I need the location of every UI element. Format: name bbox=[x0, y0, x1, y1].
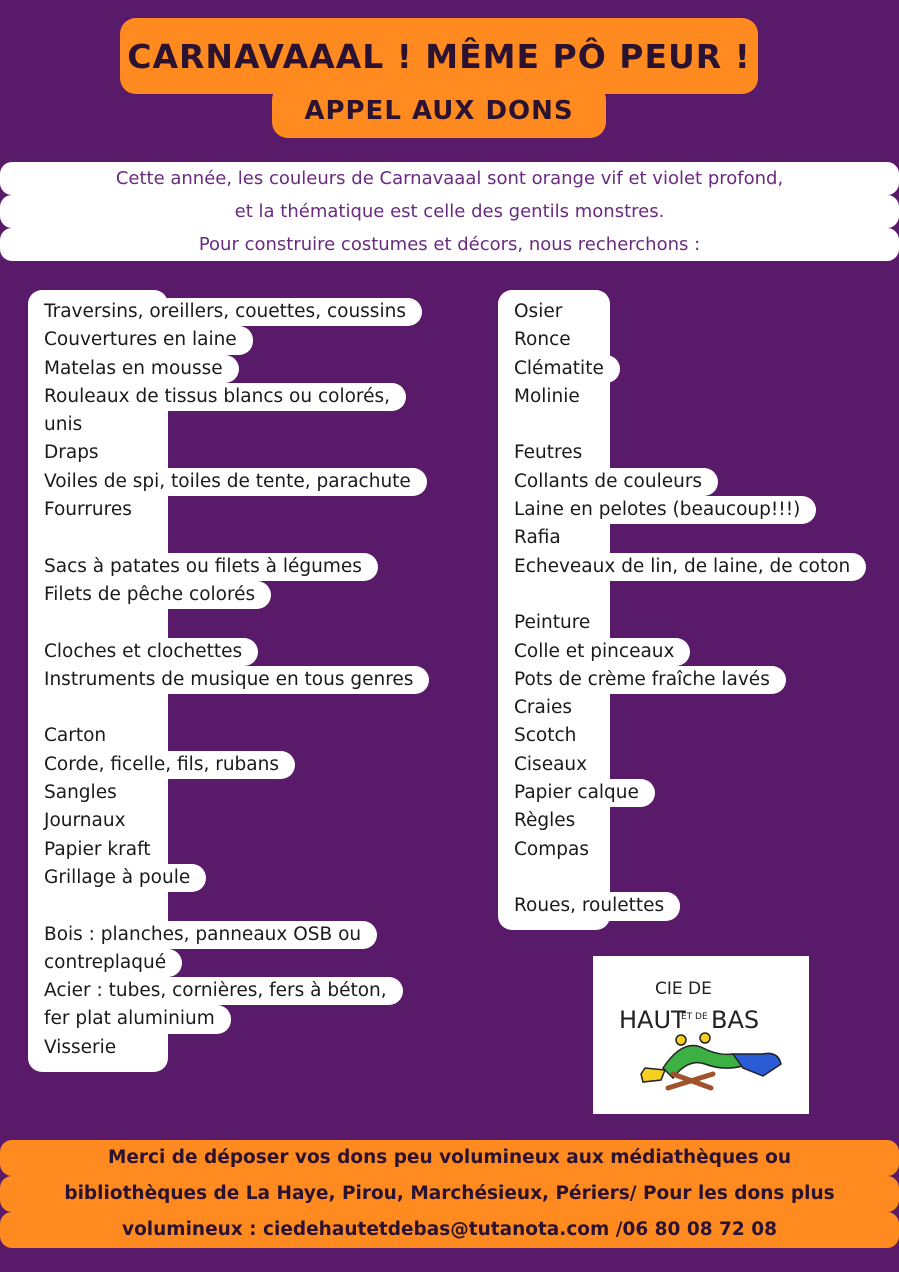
list-item bbox=[498, 383, 866, 411]
list-item-label: Craies bbox=[498, 694, 588, 722]
list-item-label: Matelas en mousse bbox=[28, 355, 239, 383]
list-item-label: Acier : tubes, cornières, fers à béton, bbox=[28, 977, 403, 1005]
list-item bbox=[498, 298, 866, 326]
list-item bbox=[28, 977, 429, 1005]
list-item bbox=[28, 1005, 429, 1033]
list-item-label: Règles bbox=[498, 807, 591, 835]
intro-line: Cette année, les couleurs de Carnavaaal sont orange vif et violet profond, bbox=[0, 162, 899, 195]
list-item bbox=[28, 807, 429, 835]
list-item-label: Molinie bbox=[498, 383, 596, 411]
footer-line: Merci de déposer vos dons peu volumineux aux médiathèques ou bbox=[0, 1140, 899, 1176]
list-item bbox=[498, 326, 866, 354]
list-item bbox=[28, 581, 429, 609]
list-item-label: Cloches et clochettes bbox=[28, 638, 258, 666]
list-item-label: Ronce bbox=[498, 326, 587, 354]
list-item bbox=[498, 581, 866, 609]
list-item-label: Colle et pinceaux bbox=[498, 638, 690, 666]
list-item-label: Rafia bbox=[498, 524, 577, 552]
list-item-label: Journaux bbox=[28, 807, 142, 835]
list-item bbox=[498, 892, 866, 920]
list-item-label: Couvertures en laine bbox=[28, 326, 253, 354]
list-item-label: Compas bbox=[498, 836, 605, 864]
list-item-label: Papier kraft bbox=[28, 836, 167, 864]
list-item-label: Sangles bbox=[28, 779, 133, 807]
list-item bbox=[28, 638, 429, 666]
logo-text-bas: BAS bbox=[711, 1006, 760, 1034]
list-item-label: Voiles de spi, toiles de tente, parachute bbox=[28, 468, 427, 496]
list-item bbox=[498, 779, 866, 807]
list-item-label: Corde, ficelle, fils, rubans bbox=[28, 751, 295, 779]
list-item-label: Visserie bbox=[28, 1034, 132, 1062]
list-item-label: contreplaqué bbox=[28, 949, 182, 977]
list-item bbox=[498, 609, 866, 637]
list-item-label: Fourrures bbox=[28, 496, 148, 524]
list-item bbox=[28, 609, 429, 637]
list-item bbox=[498, 836, 866, 864]
footer-line: bibliothèques de La Haye, Pirou, Marchésieux, Périers/ Pour les dons plus bbox=[0, 1176, 899, 1212]
list-item bbox=[498, 638, 866, 666]
list-item-label: Collants de couleurs bbox=[498, 468, 718, 496]
footer-line: volumineux : ciedehautetdebas@tutanota.com /06 80 08 72 08 bbox=[0, 1212, 899, 1248]
list-item bbox=[498, 751, 866, 779]
list-item-label: Traversins, oreillers, couettes, coussins bbox=[28, 298, 422, 326]
list-item bbox=[28, 722, 429, 750]
list-item bbox=[498, 666, 866, 694]
list-item-label: Papier calque bbox=[498, 779, 655, 807]
company-logo bbox=[593, 956, 809, 1114]
list-item bbox=[28, 326, 429, 354]
list-item-label: Rouleaux de tissus blancs ou colorés, bbox=[28, 383, 406, 411]
intro-text bbox=[0, 162, 899, 261]
list-item bbox=[28, 694, 429, 722]
poster-subtitle: APPEL AUX DONS bbox=[272, 84, 606, 138]
list-item-label: Echeveaux de lin, de laine, de coton bbox=[498, 553, 866, 581]
list-item bbox=[28, 836, 429, 864]
list-item bbox=[498, 355, 866, 383]
list-item bbox=[28, 666, 429, 694]
list-item bbox=[28, 1034, 429, 1062]
list-item-label: fer plat aluminium bbox=[28, 1005, 231, 1033]
list-item-label: Roues, roulettes bbox=[498, 892, 680, 920]
list-item bbox=[498, 864, 866, 892]
list-item bbox=[498, 807, 866, 835]
left-donation-list bbox=[28, 298, 429, 1062]
list-item-label: Draps bbox=[28, 439, 115, 467]
list-item-label: Peinture bbox=[498, 609, 606, 637]
list-item-label: Grillage à poule bbox=[28, 864, 206, 892]
list-item-label: Clématite bbox=[498, 355, 620, 383]
list-item bbox=[28, 949, 429, 977]
list-item-label: Carton bbox=[28, 722, 122, 750]
footer-info bbox=[0, 1140, 899, 1248]
list-item-label: Feutres bbox=[498, 439, 598, 467]
list-item-label: Osier bbox=[498, 298, 578, 326]
list-item-label: Pots de crème fraîche lavés bbox=[498, 666, 786, 694]
list-item-label: Laine en pelotes (beaucoup!!!) bbox=[498, 496, 816, 524]
list-item bbox=[28, 439, 429, 467]
list-item bbox=[498, 468, 866, 496]
list-item-label: unis bbox=[28, 411, 98, 439]
list-item-label: Ciseaux bbox=[498, 751, 603, 779]
list-item bbox=[28, 892, 429, 920]
list-item bbox=[28, 524, 429, 552]
list-item bbox=[28, 411, 429, 439]
logo-text-top: CIE DE bbox=[655, 979, 712, 999]
list-item bbox=[498, 411, 866, 439]
list-item bbox=[498, 496, 866, 524]
list-item bbox=[498, 524, 866, 552]
poster-title: CARNAVAAAL ! MÊME PÔ PEUR ! bbox=[120, 18, 758, 94]
list-item bbox=[28, 864, 429, 892]
list-item bbox=[28, 751, 429, 779]
list-item bbox=[498, 694, 866, 722]
list-item bbox=[28, 553, 429, 581]
list-item bbox=[28, 779, 429, 807]
list-item-label: Filets de pêche colorés bbox=[28, 581, 271, 609]
list-item-label: Bois : planches, panneaux OSB ou bbox=[28, 921, 377, 949]
list-item bbox=[28, 468, 429, 496]
intro-line: Pour construire costumes et décors, nous recherchons : bbox=[0, 228, 899, 261]
list-item-label: Sacs à patates ou filets à légumes bbox=[28, 553, 378, 581]
list-item-label: Instruments de musique en tous genres bbox=[28, 666, 429, 694]
logo-drawing bbox=[593, 956, 809, 1114]
list-item bbox=[28, 298, 429, 326]
list-item-label: Scotch bbox=[498, 722, 592, 750]
list-item bbox=[28, 921, 429, 949]
list-item bbox=[498, 439, 866, 467]
list-item bbox=[498, 722, 866, 750]
list-item bbox=[28, 496, 429, 524]
logo-text-haut: HAUT bbox=[619, 1006, 686, 1034]
list-item bbox=[28, 355, 429, 383]
intro-line: et la thématique est celle des gentils monstres. bbox=[0, 195, 899, 228]
list-item bbox=[498, 553, 866, 581]
list-item bbox=[28, 383, 429, 411]
logo-text-etde: ET DE bbox=[681, 1012, 708, 1022]
right-donation-list bbox=[498, 298, 866, 921]
